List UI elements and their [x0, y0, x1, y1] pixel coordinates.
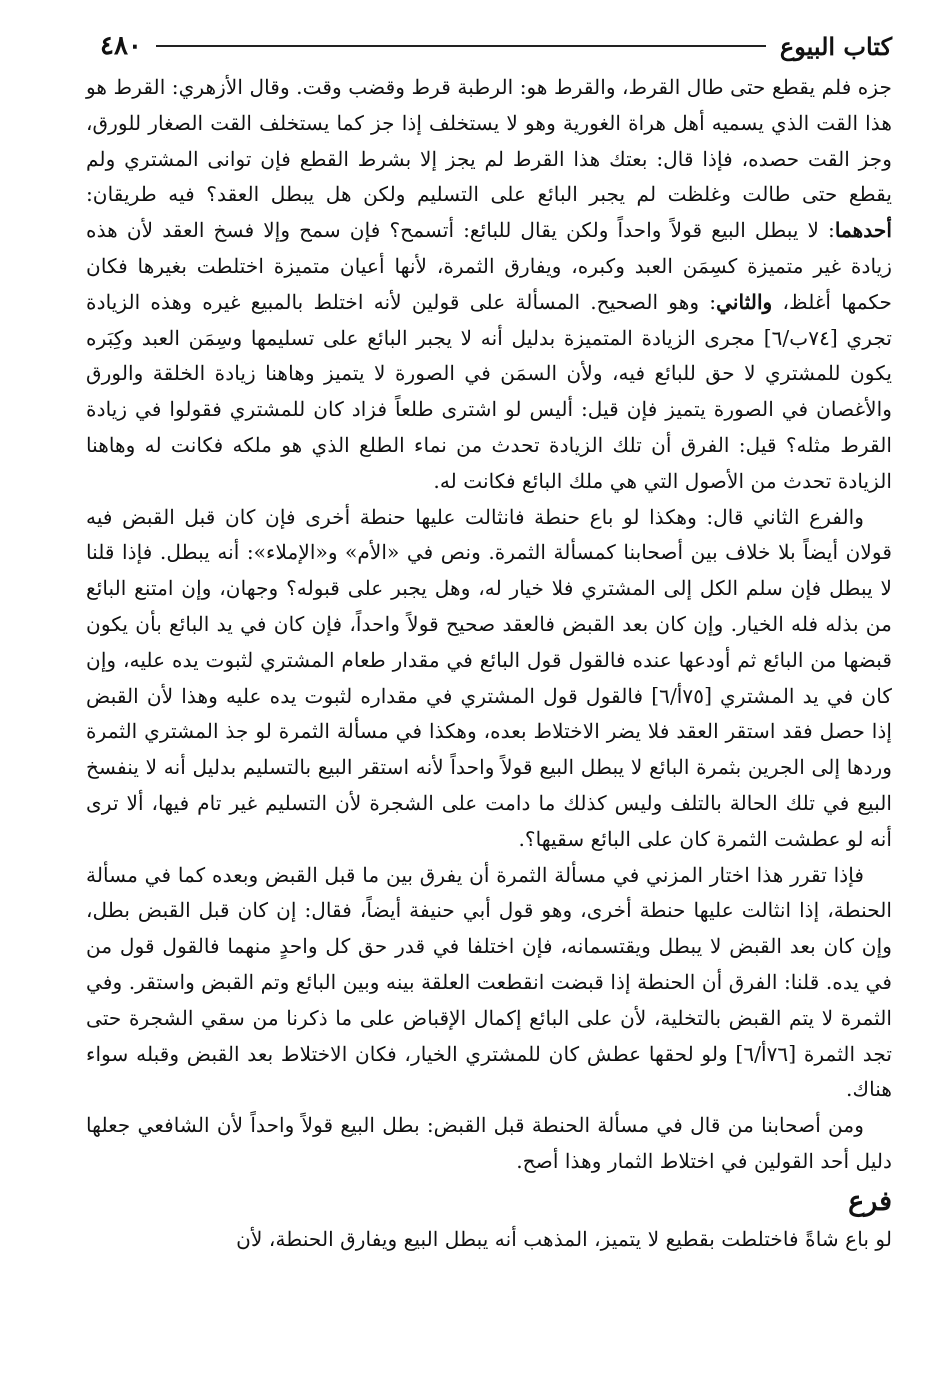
key-term-first: أحدهما — [834, 218, 892, 243]
key-term-second: والثاني — [716, 289, 773, 314]
paragraph: فإذا تقرر هذا اختار المزني في مسألة الثمرة أن يفرق بين ما قبل القبض وبعده كما في مسألة الحنطة، إذا انثالت عليها حنطة أخرى، وهو قول أبي حنيفة أيضاً، فقال: إن كان قبل القبض بطل، وإن كان بعد القبض لا يبطل ويقتسمانه، فإن اختلفا في قدر حق كل واحدٍ منهما فالقول قول من في يده. قلنا: الفرق أن الحنطة إذا قبضت انقطعت العلقة بينه وبين البائع وتم القبض واستقر. وفي الثمرة لا يتم القبض بالتخلية، لأن على البائع إكمال الإقباض على ما ذكرنا من سقي الشجرة حتى تجد الثمرة [٧٦أ/٦] ولو لحقها عطش كان للمشتري الخيار، فكان الاختلاط بعد القبض وقبله سواء هناك. — [86, 862, 892, 1102]
page-header — [86, 26, 892, 66]
paragraph: لو باع شاةً فاختلطت بقطيع لا يتميز، المذهب أنه يبطل البيع ويفارق الحنطة، لأن — [236, 1226, 892, 1251]
section-heading: فرع — [848, 1185, 892, 1217]
book-page — [86, 26, 892, 1334]
running-title: كتاب البيوع — [779, 31, 892, 61]
header-rule — [156, 45, 766, 47]
paragraph: والفرع الثاني قال: وهكذا لو باع حنطة فانثالت عليها حنطة أخرى فإن كان قبل القبض فيه قولان أيضاً بلا خلاف بين أصحابنا كمسألة الثمرة. ونص في «الأم» و«الإملاء»: أنه يبطل. فإذا قلنا لا يبطل فإن سلم الكل إلى المشتري فلا خيار له، وهل يجبر على قبوله؟ وجهان، وإن امتنع البائع من بذله فله الخيار. وإن كان بعد القبض فالعقد صحيح قولاً واحداً، فإن كان في يد البائع بأن يكون قبضها من البائع ثم أودعها عنده فالقول قول البائع في مقدار طعام المشتري لثبوت يده عليه، وإن كان في يد المشتري [٧٥أ/٦] فالقول قول المشتري في مقداره لثبوت يده عليه وهذا لأن القبض إذا حصل فقد استقر العقد فلا يضر الاختلاط بعده، وهكذا في مسألة الثمرة لو جذ المشتري الثمرة وردها إلى الجرين بثمرة البائع لا يبطل البيع قولاً واحداً لأنه استقر البيع بالتسليم بدليل أنه لا ينفسخ البيع في تلك الحالة بالتلف وليس كذلك ما دامت على الشجرة لأن التسليم غير تام فيها، ألا ترى أنه لو عطشت الثمرة كان على البائع سقيها؟. — [86, 504, 892, 851]
page-body — [86, 70, 892, 1258]
paragraph-text: : لا يبطل البيع قولاً واحداً ولكن يقال للبائع: أتسمح؟ فإن سمح وإلا فسخ العقد لأن هذه زيادة غير متميزة كسِمَن العبد وكبره، ويفارق الثمرة، لأنها أعيان متميزة اختلطت بغيرها فكان حكمها أغلظ، — [86, 218, 892, 314]
paragraph-text: جزه فلم يقطع حتى طال القرط، والقرط هو: الرطبة قرط وقضب وقت. وقال الأزهري: القرط هو هذا القت الذي يسميه أهل هراة الغورية وهو لا يستخلف إذا جز كما يستخلف القت الصغار للورق، وجز القت حصده، فإذا قال: بعتك هذا القرط لم يجز إلا بشرط القطع فإن توانى المشتري ولم يقطع حتى طالت وغلظت لم يجبر البائع على التسليم ولكن هل يبطل العقد؟ فيه طريقان: — [86, 75, 892, 207]
page-number: ٤٨٠ — [100, 31, 142, 61]
paragraph-text: : وهو الصحيح. المسألة على قولين لأنه اختلط بالمبيع غيره وهذه الزيادة تجري [٧٤ب/٦] مجرى الزيادة المتميزة بدليل أنه لا يجبر البائع على تسليمها وسِمَن العبد وكِبَره يكون للمشتري لا حق للبائع فيه، ولأن السمَن في الصورة لا يتميز وهاهنا زيادة الخلقة والورق والأغصان في الصورة يتميز فإن قيل: أليس لو اشترى طلعاً فزاد كان للمشتري فقولوا في زيادة القرط مثله؟ قيل: الفرق أن تلك الزيادة تحدث من نماء الطلع الذي هو ملكه فكانت له وهاهنا الزيادة تحدث من الأصول التي هي ملك البائع فكانت له. — [86, 289, 893, 493]
paragraph: ومن أصحابنا من قال في مسألة الحنطة قبل القبض: بطل البيع قولاً واحداً لأن الشافعي جعلها دليل أحد القولين في اختلاط الثمار وهذا أصح. — [86, 1113, 892, 1173]
paragraph — [86, 70, 892, 500]
